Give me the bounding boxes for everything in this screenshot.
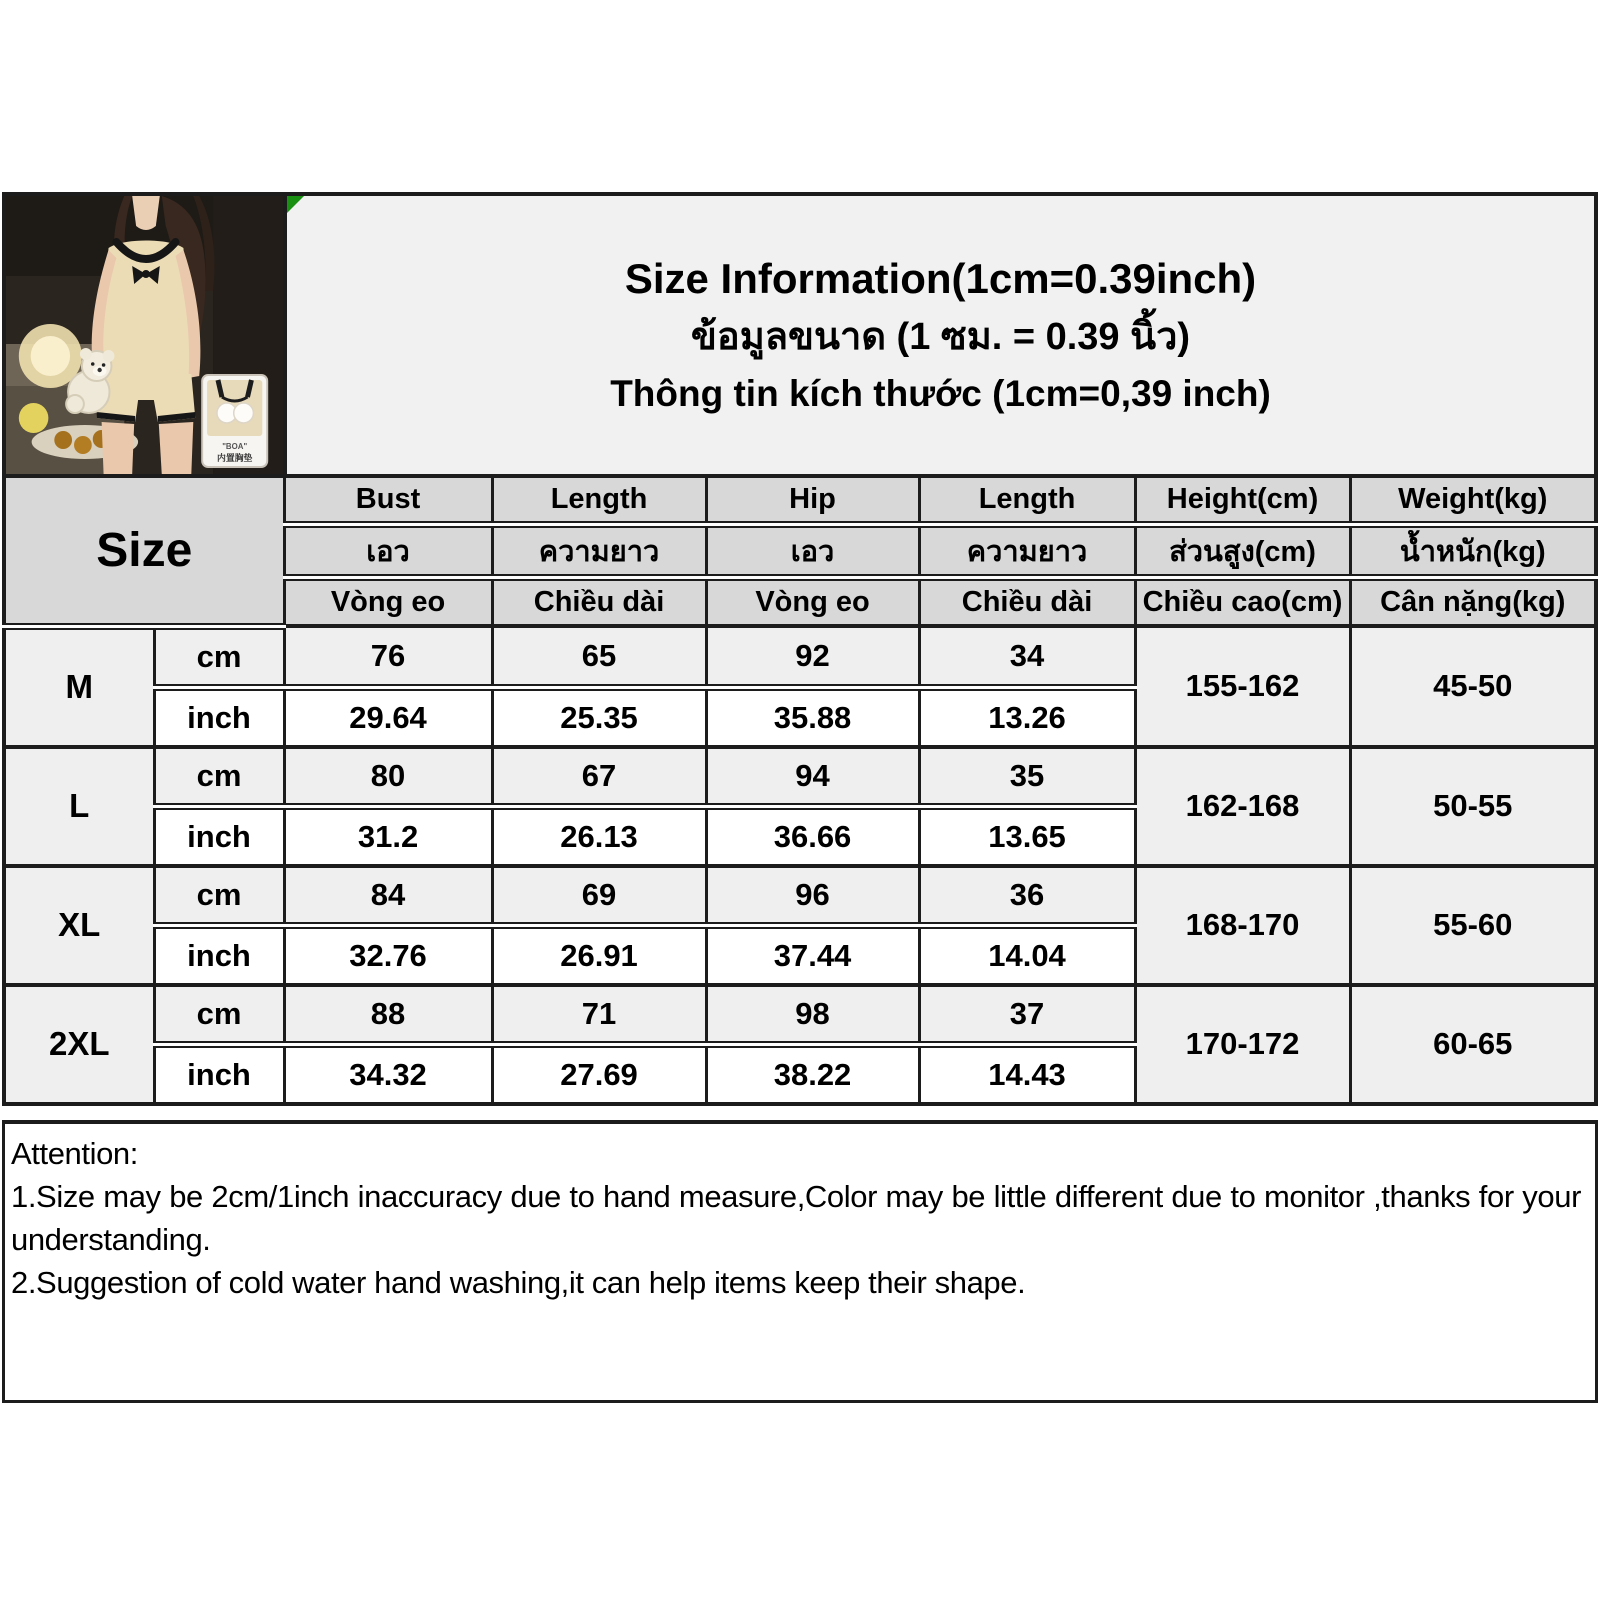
col-header-hip-vi: Vòng eo [706, 578, 919, 627]
value-l-height: 162-168 [1135, 747, 1350, 866]
value-xl-height: 168-170 [1135, 866, 1350, 985]
header-band [2, 192, 1598, 478]
value-l-cm-length: 67 [492, 747, 706, 807]
cell-flag-triangle-icon [287, 196, 304, 213]
value-m-inch-length: 25.35 [492, 687, 706, 747]
col-header-bust-vi: Vòng eo [284, 578, 492, 627]
value-m-inch-bust: 29.64 [284, 687, 492, 747]
unit-cell-inch: inch [154, 687, 284, 747]
value-m-weight: 45-50 [1350, 626, 1596, 747]
size-label-l: L [4, 747, 154, 866]
attention-notes [2, 1120, 1598, 1403]
value-xl-cm-bust: 84 [284, 866, 492, 926]
size-label-m: M [4, 626, 154, 747]
unit-cell-inch: inch [154, 925, 284, 985]
size-label-xl: XL [4, 866, 154, 985]
title-english: Size Information(1cm=0.39inch) [624, 254, 1257, 302]
col-header-length-th: ความยาว [492, 525, 706, 578]
table-row-m-cm [4, 626, 1596, 687]
value-l-inch-hip: 36.66 [706, 806, 919, 866]
inset-caption-line1: "BOA" [222, 441, 248, 452]
col-header-length2-en: Length [919, 476, 1135, 525]
col-header-weight-vi: Cân nặng(kg) [1350, 578, 1596, 627]
col-header-length-vi: Chiều dài [492, 578, 706, 627]
value-xl-cm-length2: 36 [919, 866, 1135, 926]
value-m-cm-length: 65 [492, 626, 706, 687]
unit-cell-cm: cm [154, 747, 284, 807]
col-header-hip-th: เอว [706, 525, 919, 578]
value-xl-weight: 55-60 [1350, 866, 1596, 985]
attention-heading: Attention: [11, 1136, 138, 1171]
value-2xl-inch-bust: 34.32 [284, 1044, 492, 1104]
value-m-inch-hip: 35.88 [706, 687, 919, 747]
title-vietnamese: Thông tin kích thước (1cm=0,39 inch) [610, 372, 1271, 414]
value-m-inch-length2: 13.26 [919, 687, 1135, 747]
product-photo [6, 196, 287, 474]
header-row-english [4, 476, 1596, 525]
unit-cell-cm: cm [154, 626, 284, 687]
table-row-l-cm [4, 747, 1596, 807]
col-header-length2-vi: Chiều dài [919, 578, 1135, 627]
value-l-weight: 50-55 [1350, 747, 1596, 866]
bra-pad-inset-card [202, 375, 267, 467]
col-header-weight-th: น้ำหนัก(kg) [1350, 525, 1596, 578]
size-corner-header: Size [4, 476, 284, 626]
value-2xl-weight: 60-65 [1350, 985, 1596, 1104]
value-2xl-inch-length: 27.69 [492, 1044, 706, 1104]
col-header-height-en: Height(cm) [1135, 476, 1350, 525]
col-header-weight-en: Weight(kg) [1350, 476, 1596, 525]
value-xl-cm-length: 69 [492, 866, 706, 926]
value-l-cm-bust: 80 [284, 747, 492, 807]
inset-caption-line2: 内置胸垫 [216, 452, 253, 464]
col-header-length-en: Length [492, 476, 706, 525]
value-xl-inch-hip: 37.44 [706, 925, 919, 985]
table-row-xl-cm [4, 866, 1596, 926]
value-2xl-cm-bust: 88 [284, 985, 492, 1045]
value-m-cm-hip: 92 [706, 626, 919, 687]
unit-cell-cm: cm [154, 985, 284, 1045]
size-table [2, 474, 1598, 1106]
value-2xl-inch-hip: 38.22 [706, 1044, 919, 1104]
col-header-bust-th: เอว [284, 525, 492, 578]
table-row-2xl-cm [4, 985, 1596, 1045]
unit-cell-inch: inch [154, 1044, 284, 1104]
value-l-cm-length2: 35 [919, 747, 1135, 807]
value-m-height: 155-162 [1135, 626, 1350, 747]
value-m-cm-length2: 34 [919, 626, 1135, 687]
value-2xl-cm-length2: 37 [919, 985, 1135, 1045]
attention-note-2: 2.Suggestion of cold water hand washing,it can help items keep their shape. [11, 1265, 1026, 1300]
value-m-cm-bust: 76 [284, 626, 492, 687]
col-header-length2-th: ความยาว [919, 525, 1135, 578]
attention-note-1: 1.Size may be 2cm/1inch inaccuracy due to hand measure,Color may be little different due to monitor ,thanks for your understanding. [11, 1179, 1581, 1257]
value-xl-cm-hip: 96 [706, 866, 919, 926]
value-2xl-cm-length: 71 [492, 985, 706, 1045]
col-header-bust-en: Bust [284, 476, 492, 525]
unit-cell-inch: inch [154, 806, 284, 866]
title-block [287, 196, 1594, 474]
value-l-inch-length: 26.13 [492, 806, 706, 866]
value-l-cm-hip: 94 [706, 747, 919, 807]
value-2xl-height: 170-172 [1135, 985, 1350, 1104]
value-xl-inch-bust: 32.76 [284, 925, 492, 985]
unit-cell-cm: cm [154, 866, 284, 926]
value-l-inch-bust: 31.2 [284, 806, 492, 866]
col-header-height-vi: Chiều cao(cm) [1135, 578, 1350, 627]
col-header-height-th: ส่วนสูง(cm) [1135, 525, 1350, 578]
value-2xl-cm-hip: 98 [706, 985, 919, 1045]
product-photo-illustration [6, 196, 283, 474]
value-l-inch-length2: 13.65 [919, 806, 1135, 866]
title-thai: ข้อมูลขนาด (1 ซม. = 0.39 นิ้ว) [690, 316, 1191, 359]
value-2xl-inch-length2: 14.43 [919, 1044, 1135, 1104]
value-xl-inch-length2: 14.04 [919, 925, 1135, 985]
size-label-2xl: 2XL [4, 985, 154, 1104]
col-header-hip-en: Hip [706, 476, 919, 525]
value-xl-inch-length: 26.91 [492, 925, 706, 985]
